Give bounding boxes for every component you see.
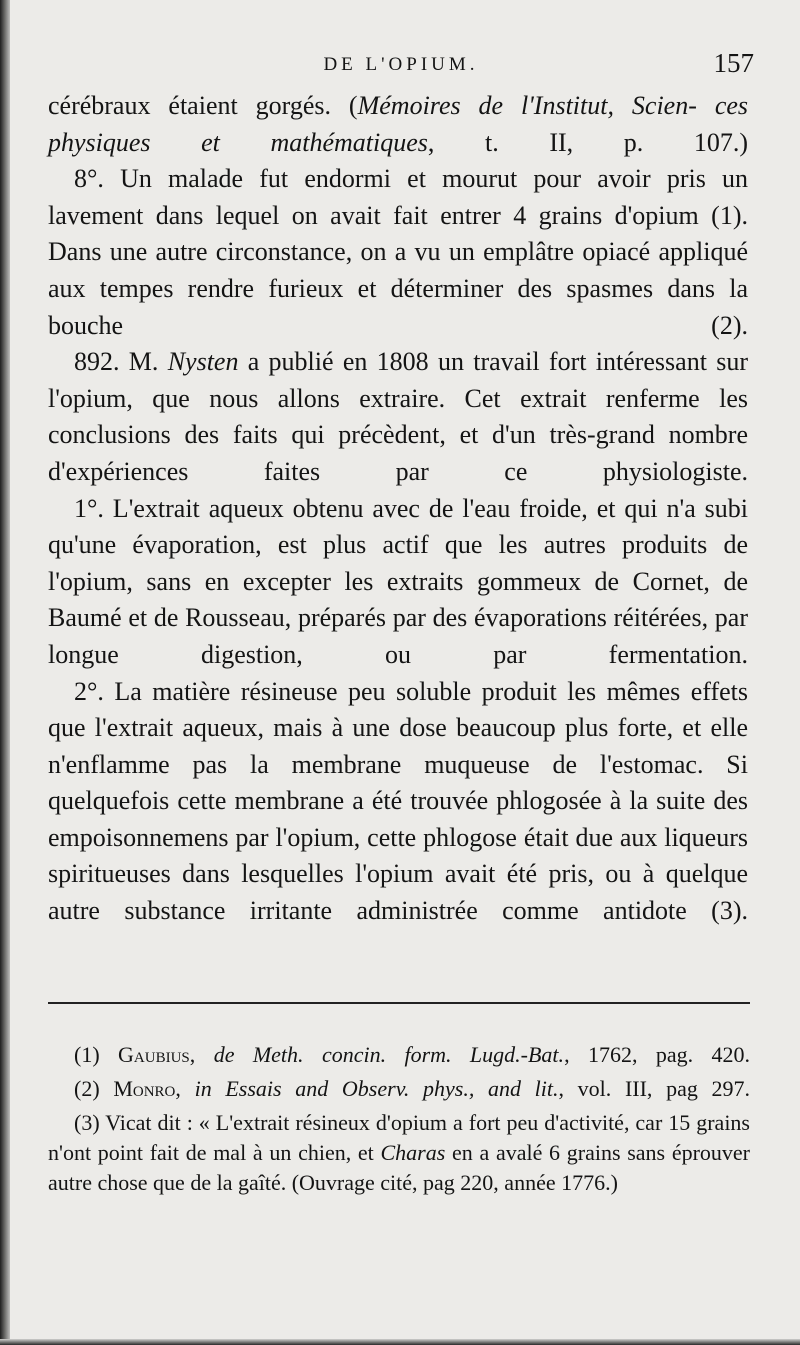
paragraph-2 <box>48 674 748 930</box>
text-run: (3) Vicat dit : « L'extrait résineux d'opium a fort peu d'activité, car 15 grains n'ont point fait de mal à un chien, et <box>48 1110 750 1165</box>
footnotes <box>48 1040 750 1202</box>
text-run: , vol. III, pag 297. <box>558 1076 751 1101</box>
paragraph-8 <box>48 161 748 344</box>
text-run: cérébraux étaient gorgés. ( <box>48 91 358 120</box>
citation-title: Mémoires de l'Institut, Scien- <box>357 91 697 120</box>
running-head: DE L'OPIUM. <box>323 54 479 75</box>
paragraph-1 <box>48 491 748 674</box>
text-run: , <box>189 1042 214 1067</box>
text-run: 8°. Un malade fut endormi et mourut pour avoir pris un lavement dans lequel on avait fait entrer 4 grains d'opium (1). Dans une autre circonstance, on a vu un emplâtre opiacé appliqué aux tempes rendre furieux et déterminer des spasmes dans la bouche (2). <box>48 164 748 340</box>
page-bottom-edge <box>0 1339 800 1345</box>
text-run: a publié en 1808 un travail fort intéressant sur l'opium, que nous allons extraire. Cet extrait renferme les conclusions des faits qui précèdent, et d'un très-grand nombre d'expériences faites par ce physiologiste. <box>48 347 748 486</box>
paragraph-892 <box>48 344 748 490</box>
footnote-divider <box>48 1002 750 1004</box>
footnote-number: (2) <box>74 1076 114 1101</box>
text-run: , <box>175 1076 195 1101</box>
text-run: 892. M. <box>74 347 168 377</box>
footnote-number: (1) <box>74 1042 119 1067</box>
person-name: Nysten <box>167 347 239 377</box>
paragraph-continuation <box>48 88 748 161</box>
page-header <box>48 46 754 86</box>
page-number: 157 <box>713 48 754 78</box>
main-text <box>48 88 748 930</box>
citation-title-cont: ces physiques et mathématiques <box>48 91 749 157</box>
footnote-3 <box>48 1108 750 1198</box>
text-run: en a avalé 6 grains sans éprouver autre chose que de la gaîté. (Ouvrage cité, pag 220, année 1776.) <box>48 1140 750 1195</box>
text-run: , t. II, p. 107.) <box>427 127 748 157</box>
text-run: 1°. L'extrait aqueux obtenu avec de l'eau froide, et qui n'a subi qu'une évaporation, est plus actif que les autres produits de l'opium, sans en excepter les extraits gommeux de Cornet, de Baumé et de Rousseau, préparés par des évaporations réitérées, par longue digestion, ou par fermentation. <box>48 493 748 669</box>
footnote-1 <box>48 1040 750 1070</box>
footnote-author: Monro <box>113 1076 176 1101</box>
footnote-2 <box>48 1074 750 1104</box>
text-run: , 1762, pag. 420. <box>564 1042 751 1067</box>
footnote-author: Gaubius <box>118 1042 190 1067</box>
text-run: 2°. La matière résineuse peu soluble produit les mêmes effets que l'extrait aqueux, mais à une dose beaucoup plus forte, et elle n'enflamme pas la membrane muqueuse de l'estomac. Si quelquefois cette membrane a été trouvée phlogosée à la suite des empoisonnemens par l'opium, cette phlogose était due aux liqueurs spiritueuses dans lesquelles l'opium avait été pris, ou à quelque autre substance irritante administrée comme antidote (3). <box>48 676 748 926</box>
footnote-title: de Meth. concin. form. Lugd.-Bat. <box>213 1042 565 1067</box>
page-left-edge <box>0 0 10 1345</box>
footnote-title: in Essais and Observ. phys., and lit. <box>194 1076 559 1101</box>
person-name: Charas <box>380 1140 446 1165</box>
